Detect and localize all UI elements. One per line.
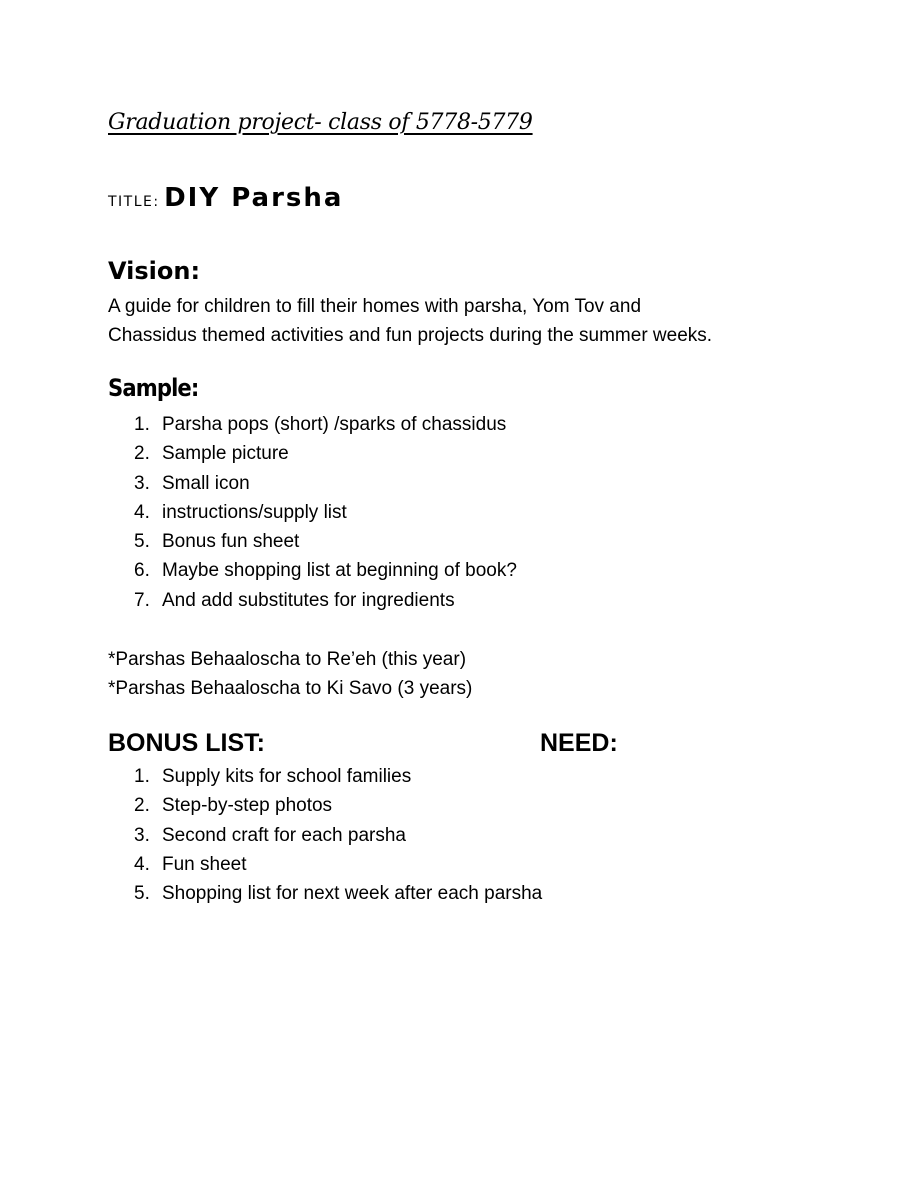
list-item <box>108 762 542 791</box>
list-number: 3. <box>134 472 150 494</box>
list-item-text: And add substitutes for ingredients <box>162 589 455 611</box>
list-item-text: Second craft for each parsha <box>162 824 406 846</box>
list-item-text: Parsha pops (short) /sparks of chassidus <box>162 414 507 435</box>
note-line: *Parshas Behaaloscha to Re’eh (this year) <box>108 649 467 670</box>
list-item-text: instructions/supply list <box>162 501 347 523</box>
vision-text <box>108 292 828 350</box>
list-item <box>108 586 517 615</box>
list-item <box>108 556 517 585</box>
list-number: 4. <box>134 853 150 875</box>
list-number: 7. <box>134 589 150 611</box>
vision-line: Chassidus themed activities and fun projects during the summer weeks. <box>108 325 713 346</box>
list-item <box>108 469 517 498</box>
list-number: 3. <box>134 824 150 846</box>
list-item <box>108 791 542 820</box>
list-item-text: Shopping list for next week after each parsha <box>162 883 543 905</box>
list-item-text: Step-by-step photos <box>162 795 333 817</box>
list-item-text: Small icon <box>162 472 250 494</box>
list-number: 1. <box>134 766 150 787</box>
list-item <box>108 850 542 879</box>
list-item <box>108 821 542 850</box>
graduation-project-title: Graduation project- class of 5778-5779 <box>108 110 533 135</box>
bonus-list <box>108 762 542 908</box>
list-item-text: Sample picture <box>162 443 289 465</box>
list-item <box>108 879 542 908</box>
list-item <box>108 527 517 556</box>
vision-line: A guide for children to fill their homes with parsha, Yom Tov and <box>108 296 642 317</box>
bonus-list-heading: BONUS LIST: <box>108 729 265 757</box>
title-label: TITLE: <box>108 194 160 210</box>
list-number: 5. <box>134 883 150 905</box>
list-item-text: Maybe shopping list at beginning of book? <box>162 560 517 582</box>
sample-list <box>108 410 517 615</box>
list-item <box>108 439 517 468</box>
need-heading: NEED: <box>540 729 618 757</box>
list-item-text: Bonus fun sheet <box>162 531 300 553</box>
list-number: 2. <box>134 443 150 465</box>
parsha-range-notes <box>108 645 472 703</box>
list-number: 1. <box>134 414 150 435</box>
list-number: 6. <box>134 560 150 582</box>
list-item-text: Fun sheet <box>162 853 247 875</box>
list-number: 5. <box>134 531 150 553</box>
list-item <box>108 498 517 527</box>
title-value: DIY Parsha <box>164 183 344 213</box>
vision-heading: Vision: <box>108 257 201 285</box>
sample-heading: Sample: <box>108 374 199 402</box>
title-line <box>108 183 343 213</box>
list-item <box>108 410 517 439</box>
note-line: *Parshas Behaaloscha to Ki Savo (3 years) <box>108 678 473 699</box>
list-item-text: Supply kits for school families <box>162 766 412 787</box>
list-number: 2. <box>134 795 150 817</box>
list-number: 4. <box>134 501 150 523</box>
